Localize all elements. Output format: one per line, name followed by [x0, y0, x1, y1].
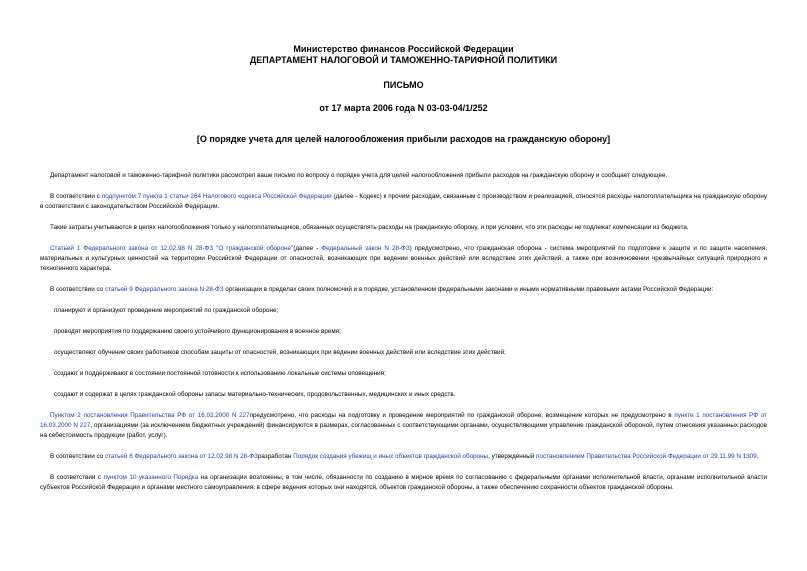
- document-date-number: от 17 марта 2006 года N 03-03-04/1/252: [319, 103, 488, 113]
- paragraph-tax-conditions: Такие затраты учитываются в целях налогообложения только у налогоплательщиков, обязанных осуществлять расходы на гражданскую оборону, и при условии, что эти расходы не подлежат компенсации из бюджета.: [50, 224, 689, 231]
- text-segment: .: [756, 453, 759, 460]
- text-segment: В соответствии со: [50, 453, 105, 460]
- link-law-28-fz-article-6[interactable]: статьей 6 Федерального закона от 12.02.98 N 28-ФЗ: [104, 453, 258, 460]
- text-segment: разработан: [257, 453, 294, 460]
- text-segment: предусмотрено, что расходы на подготовку и проведение мероприятий по гражданской обороне, возмещение которых не предусмотрено в: [249, 412, 675, 419]
- paragraph-intro: Департамент налоговой и таможенно-тарифной политики рассмотрел ваше письмо по вопросу о порядке учета для целей налогообложения прибыли расходов на гражданскую оборону и сообщает следующее.: [50, 172, 668, 179]
- link-resolution-1309[interactable]: постановлением Правительства Российской Федерации от 29.11.99 N 1309: [536, 453, 757, 460]
- text-segment: , утвержденный: [488, 453, 537, 460]
- link-procedure-point-10[interactable]: пунктом 10 указанного Порядка: [103, 474, 199, 481]
- department-name: ДЕПАРТАМЕНТ НАЛОГОВОЙ И ТАМОЖЕННО-ТАРИФНОЙ ПОЛИТИКИ: [249, 55, 558, 65]
- text-segment: В соответствии с: [50, 474, 104, 481]
- link-tax-code-article-264[interactable]: подпунктом 7 пункта 1 статьи 264 Налогового кодекса Российской Федерации: [101, 193, 332, 200]
- list-item: создают и поддерживают в состоянии постоянной готовности к использованию локальные системы оповещения;: [54, 370, 386, 377]
- text-segment: В соответствии с: [50, 193, 102, 200]
- list-item: проводят мероприятия по поддержанию своего устойчивого функционирования в военное время;: [54, 328, 341, 335]
- link-shelter-procedure[interactable]: Порядок создания убежищ и иных объектов гражданской обороны: [293, 453, 489, 460]
- text-segment: (далее - Кодекс) к прочим расходам, связанным с производством и реализацией, относятся расходы налогоплательщика на гражданскую оборону в соответствии с законодательством Российской Федерации.: [40, 193, 768, 210]
- paragraph-procedure-point-10: [40, 473, 767, 493]
- ministry-name: Министерство финансов Российской Федерации: [293, 44, 514, 54]
- text-segment: организации в пределах своих полномочий и в порядке, установленном федеральными законами и иными нормативными правовыми актами Российской Федерации:: [223, 286, 714, 293]
- text-segment: (далее -: [293, 245, 322, 252]
- document-type: ПИСЬМО: [383, 80, 424, 90]
- paragraph-organizations-duties: [40, 285, 767, 295]
- paragraph-shelter-procedure: [40, 452, 767, 462]
- link-law-28-fz[interactable]: Федеральный закон N 28-ФЗ: [321, 245, 410, 252]
- paragraph-tax-code: [40, 192, 767, 212]
- link-law-28-fz-article-1[interactable]: Статьей 1 Федерального закона от 12.02.98 N 28-ФЗ "О гражданской обороне": [50, 245, 294, 252]
- link-law-28-fz-article-9[interactable]: статьей 9 Федерального закона N 28-ФЗ: [104, 286, 224, 293]
- text-segment: , организациями (за исключением бюджетных учреждений) финансируются в размерах, согласованных с соответствующими органами, осуществляющими управление гражданской обороной, путем отнесения указанных расходов на себестоимость продукции (работ, услуг).: [40, 422, 767, 439]
- text-segment: ) предусмотрено, что гражданская оборона - система мероприятий по подготовке к защите и по защите населения, материальных и культурных ценностей на территории Российской Федерации от опасностей, возникающих при ведении военных действий или вследствие этих действий, а также при возникновении чрезвычайных ситуаций природного и техногенного характера.: [40, 245, 767, 272]
- paragraph-civil-defense-definition: [40, 244, 767, 274]
- text-segment: на организации возложены, в том числе, обязанности по созданию в мирное время по согласованию с федеральными органами исполнительной власти, органами исполнительной власти субъектов Российской Федерации и органами местного самоуправления, в сфере ведения которых они находятся, объектов гражданской обороны, а также обеспечению сохранности объектов гражданской обороны.: [40, 474, 767, 491]
- paragraph-resolution-227: [40, 411, 767, 441]
- list-item: планируют и организуют проведение мероприятий по гражданской обороне;: [54, 307, 279, 314]
- document-subject: [О порядке учета для целей налогообложения прибыли расходов на гражданскую оборону]: [196, 134, 611, 144]
- list-item: создают и содержат в целях гражданской обороны запасы материально-технических, продовольственных, медицинских и иных средств.: [54, 391, 456, 398]
- link-resolution-227-point-2[interactable]: Пунктом 2 постановления Правительства РФ от 16.03.2000 N 227: [50, 412, 250, 419]
- link-resolution-227-point-1[interactable]: пункте 1 постановления РФ от 16.03.2000 N 227: [40, 412, 767, 429]
- text-segment: В соответствии со: [50, 286, 105, 293]
- document-page: [40, 44, 767, 493]
- list-item: осуществляют обучение своих работников способам защиты от опасностей, возникающих при ведении военных действий или вследствие этих действий;: [54, 349, 506, 356]
